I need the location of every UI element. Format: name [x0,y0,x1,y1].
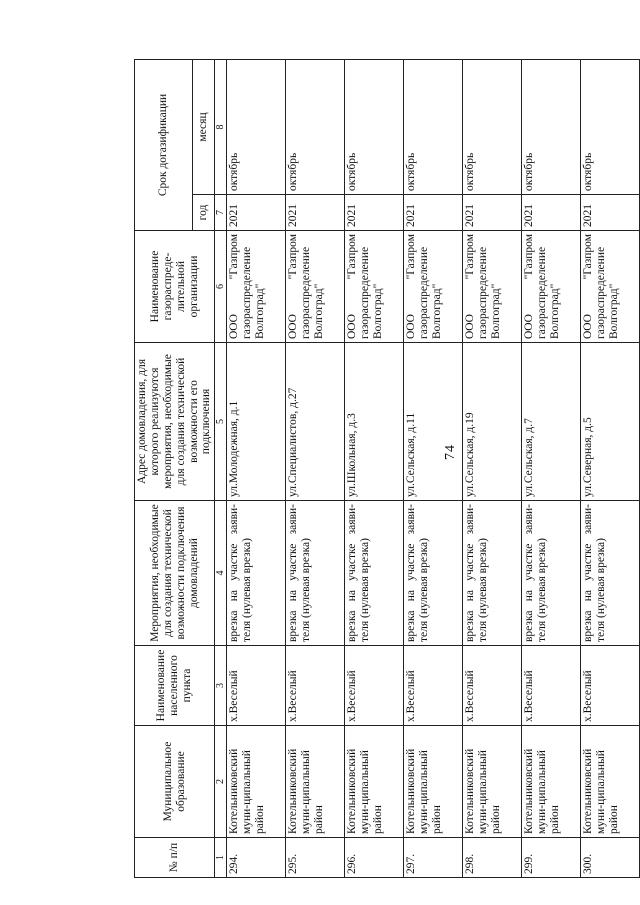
settlement-cell: х.Веселый [581,646,640,726]
organization-cell: ООО "Газпром газораспределение Волгоград" [581,231,640,343]
year-cell: 2021 [345,195,404,231]
row-number: 297. [404,838,463,878]
measures-cell: врезка на участке заяви-теля (нулевая врезка) [463,501,522,646]
row-number: 300. [581,838,640,878]
address-cell: ул.Специалистов, д.27 [286,343,345,501]
header-month: месяц [193,60,215,195]
header-measures: Мероприятия, необходимые для создания технической возможности подключения домовладений [135,501,215,646]
measures-cell: врезка на участке заяви-теля (нулевая врезка) [345,501,404,646]
table-row [463,60,522,878]
municipality-cell: Котельниковский муни-ципальный район [404,726,463,838]
organization-cell: ООО "Газпром газораспределение Волгоград" [345,231,404,343]
month-cell: октябрь [522,60,581,195]
column-number: 4 [215,501,227,646]
row-number: 299. [522,838,581,878]
column-number: 8 [215,60,227,195]
settlement-cell: х.Веселый [404,646,463,726]
gasification-table [134,59,640,878]
year-cell: 2021 [463,195,522,231]
year-cell: 2021 [227,195,286,231]
settlement-cell: х.Веселый [522,646,581,726]
organization-cell: ООО "Газпром газораспределение Волгоград" [404,231,463,343]
year-cell: 2021 [286,195,345,231]
municipality-cell: Котельниковский муни-ципальный район [345,726,404,838]
address-cell: ул.Северная, д.5 [581,343,640,501]
measures-cell: врезка на участке заяви-теля (нулевая врезка) [404,501,463,646]
measures-cell: врезка на участке заяви-теля (нулевая врезка) [286,501,345,646]
organization-cell: ООО "Газпром газораспределение Волгоград" [227,231,286,343]
month-cell: октябрь [286,60,345,195]
column-number: 5 [215,343,227,501]
address-cell: ул.Молодежная, д.1 [227,343,286,501]
organization-cell: ООО "Газпром газораспределение Волгоград" [522,231,581,343]
settlement-cell: х.Веселый [286,646,345,726]
month-cell: октябрь [227,60,286,195]
year-cell: 2021 [581,195,640,231]
table-row [581,60,640,878]
municipality-cell: Котельниковский муни-ципальный район [286,726,345,838]
column-number: 2 [215,726,227,838]
table-row [227,60,286,878]
settlement-cell: х.Веселый [227,646,286,726]
year-cell: 2021 [522,195,581,231]
column-number: 1 [215,838,227,878]
row-number: 295. [286,838,345,878]
rotated-table-container [134,60,621,878]
measures-cell: врезка на участке заяви-теля (нулевая врезка) [581,501,640,646]
table-body [227,60,640,878]
page-number: 74 [443,444,458,460]
row-number: 298. [463,838,522,878]
settlement-cell: х.Веселый [345,646,404,726]
address-cell: ул.Школьная, д.3 [345,343,404,501]
municipality-cell: Котельниковский муни-ципальный район [522,726,581,838]
month-cell: октябрь [581,60,640,195]
column-number: 3 [215,646,227,726]
municipality-cell: Котельниковский муни-ципальный район [581,726,640,838]
header-organization: Наименование газораспреде-лительной организации [135,231,215,343]
header-num: № п/п [135,838,215,878]
measures-cell: врезка на участке заяви-теля (нулевая врезка) [522,501,581,646]
municipality-cell: Котельниковский муни-ципальный район [463,726,522,838]
organization-cell: ООО "Газпром газораспределение Волгоград" [463,231,522,343]
organization-cell: ООО "Газпром газораспределение Волгоград" [286,231,345,343]
header-deadline: Срок догазификации [135,60,193,231]
row-number: 296. [345,838,404,878]
column-number: 7 [215,195,227,231]
column-number: 6 [215,231,227,343]
table-row [522,60,581,878]
address-cell: ул.Сельская, д.19 [463,343,522,501]
measures-cell: врезка на участке заяви-теля (нулевая врезка) [227,501,286,646]
table-row [286,60,345,878]
table-row [404,60,463,878]
row-number: 294. [227,838,286,878]
header-address: Адрес домовладения, для которого реализуются мероприятия, необходимые для создания технической возможности его подключения [135,343,215,501]
table-row [345,60,404,878]
address-cell: ул.Сельская, д.11 [404,343,463,501]
column-number-row [215,60,227,878]
header-settlement: Наименование населенного пункта [135,646,215,726]
header-year: год [193,195,215,231]
municipality-cell: Котельниковский муни-ципальный район [227,726,286,838]
month-cell: октябрь [404,60,463,195]
year-cell: 2021 [404,195,463,231]
month-cell: октябрь [463,60,522,195]
settlement-cell: х.Веселый [463,646,522,726]
month-cell: октябрь [345,60,404,195]
address-cell: ул.Сельская, д.7 [522,343,581,501]
header-municipality: Муниципальное образование [135,726,215,838]
